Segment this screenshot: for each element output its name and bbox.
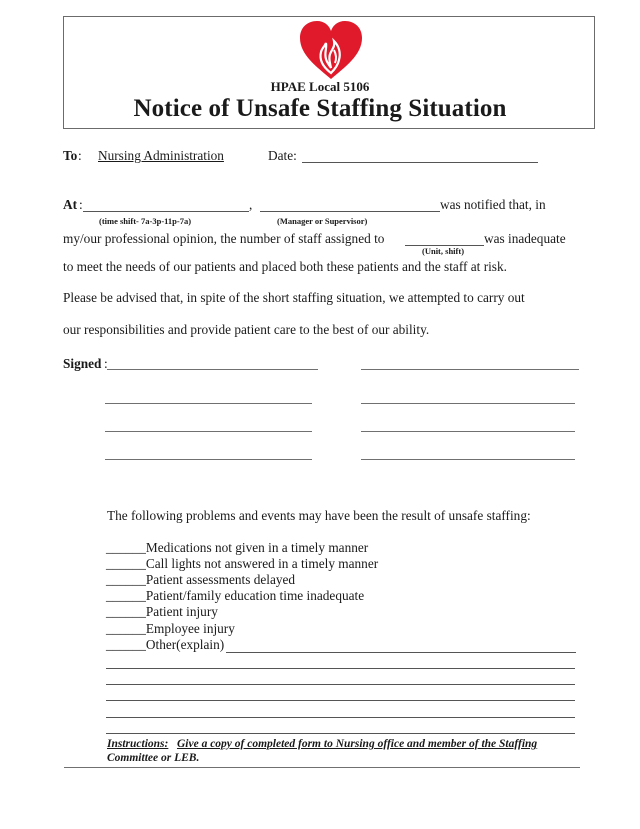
problem-label: Call lights not answered in a timely manner (145, 556, 379, 571)
problems-intro: The following problems and events may have been the result of unsafe staffing: (107, 508, 531, 523)
instructions-text-1: Give a copy of completed form to Nursing office and member of the Staffing (176, 738, 538, 750)
signature-line-3[interactable] (105, 403, 312, 404)
signature-line-1[interactable] (107, 369, 318, 370)
checkbox-blank[interactable]: ______ (106, 556, 146, 571)
signed-label: Signed (63, 356, 102, 371)
checkbox-blank[interactable]: ______ (106, 604, 146, 619)
checkbox-blank[interactable]: ______ (106, 540, 146, 555)
unit-hint: (Unit, shift) (422, 246, 465, 256)
footer-divider (64, 767, 580, 768)
opinion-text: my/our professional opinion, the number of staff assigned to (63, 231, 385, 246)
manager-hint: (Manager or Supervisor) (277, 216, 368, 226)
problem-item[interactable] (106, 556, 378, 572)
date-field[interactable] (302, 162, 538, 163)
signature-line-4[interactable] (361, 403, 575, 404)
time-shift-field[interactable] (83, 211, 249, 212)
manager-field[interactable] (260, 211, 440, 212)
inadequate-text: was inadequate (484, 231, 566, 246)
checkbox-blank[interactable]: ______ (106, 621, 146, 636)
instructions-label: Instructions: (107, 738, 169, 750)
problem-label: Patient/family education time inadequate (145, 588, 365, 603)
problem-item[interactable] (106, 572, 295, 588)
checkbox-blank[interactable]: ______ (106, 572, 146, 587)
date-label: Date: (268, 148, 297, 163)
time-shift-hint: (time shift- 7a-3p-11p-7a) (99, 216, 192, 226)
to-value[interactable]: Nursing Administration (98, 148, 224, 163)
signature-line-6[interactable] (361, 431, 575, 432)
at-label: At (63, 197, 78, 212)
to-label: To (63, 148, 78, 163)
advisory-line-2: our responsibilities and provide patient care to the best of our ability. (63, 322, 430, 337)
problem-label: Medications not given in a timely manner (145, 540, 369, 555)
explain-line[interactable] (106, 733, 575, 734)
risk-text: to meet the needs of our patients and placed both these patients and the staff at risk. (63, 259, 507, 274)
instructions-text-2: Committee or LEB. (107, 752, 200, 764)
problem-label: Patient assessments delayed (145, 572, 296, 587)
heart-flame-icon (297, 19, 365, 81)
problem-item[interactable] (106, 604, 218, 620)
checkbox-blank[interactable]: ______ (106, 588, 146, 603)
notified-text: was notified that, in (440, 197, 546, 212)
explain-line[interactable] (106, 700, 575, 701)
advisory-line-1: Please be advised that, in spite of the short staffing situation, we attempted to carry out (63, 290, 525, 305)
signature-line-8[interactable] (361, 459, 575, 460)
problem-item[interactable] (106, 540, 368, 556)
instructions (107, 737, 607, 765)
signature-line-7[interactable] (105, 459, 312, 460)
problem-label: Employee injury (145, 621, 235, 636)
explain-line[interactable] (106, 684, 575, 685)
problem-item[interactable] (106, 588, 364, 604)
problem-label: Patient injury (145, 604, 218, 619)
explain-line[interactable] (106, 668, 575, 669)
checkbox-blank[interactable]: ______ (106, 637, 146, 652)
explain-line[interactable] (106, 717, 575, 718)
signature-line-5[interactable] (105, 431, 312, 432)
page-title: Notice of Unsafe Staffing Situation (133, 95, 507, 122)
problem-item-other[interactable] (106, 637, 224, 653)
signature-line-2[interactable] (361, 369, 579, 370)
problem-item[interactable] (106, 621, 235, 637)
org-name: HPAE Local 5106 (270, 79, 370, 94)
problem-label: Other(explain) (145, 637, 225, 652)
other-explain-field[interactable] (226, 652, 576, 653)
